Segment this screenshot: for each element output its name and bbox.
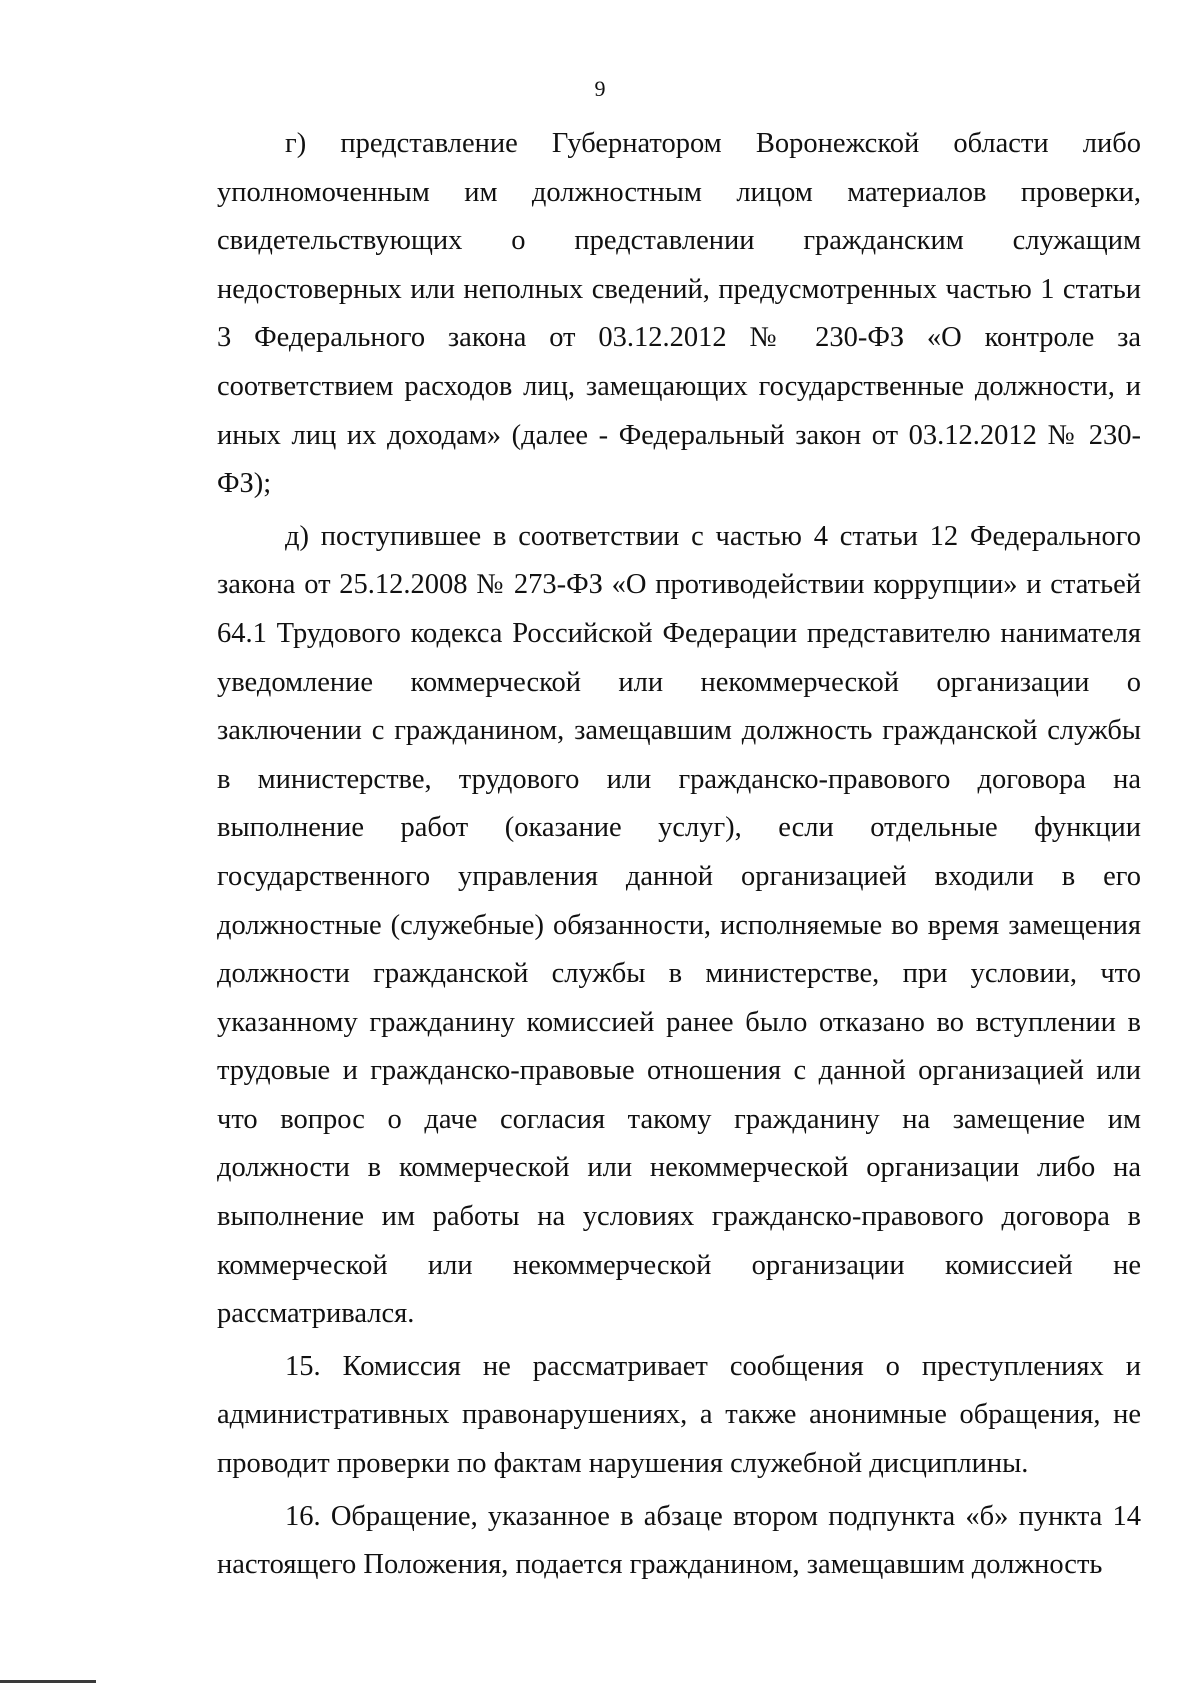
document-body xyxy=(217,120,1141,1590)
paragraph-subitem-d: д) поступившее в соответствии с частью 4 статьи 12 Федерального закона от 25.12.2008 № 273-ФЗ «О противодействии коррупции» и статьей 64.1 Трудового кодекса Российской Федерации представителю нанимателя уведомление коммерческой или некоммерческой организации о заключении с гражданином, замещавшим должность гражданской службы в министерстве, трудового или гражданско-правового договора на выполнение работ (оказание услуг), если отдельные функции государственного управления данной организацией входили в его должностные (служебные) обязанности, исполняемые во время замещения должности гражданской службы в министерстве, при условии, что указанному гражданину комиссией ранее было отказано во вступлении в трудовые и гражданско-правовые отношения с данной организацией или что вопрос о даче согласия такому гражданину на замещение им должности в коммерческой или некоммерческой организации либо на выполнение им работы на условиях гражданско-правового договора в коммерческой или некоммерческой организации комиссией не рассматривался. xyxy=(217,520,1141,1330)
page-number: 9 xyxy=(594,76,606,101)
scan-edge-mark xyxy=(0,1680,96,1683)
paragraph-item-15: 15. Комиссия не рассматривает сообщения о преступлениях и административных правонарушениях, а также анонимные обращения, не проводит проверки по фактам нарушения служебной дисциплины. xyxy=(217,1350,1141,1480)
paragraph-item-16: 16. Обращение, указанное в абзаце втором подпункта «б» пункта 14 настоящего Положения, подается гражданином, замещавшим должность xyxy=(217,1500,1141,1581)
paragraph-subitem-g: г) представление Губернатором Воронежской области либо уполномоченным им должностным лицом материалов проверки, свидетельствующих о представлении гражданским служащим недостоверных или неполных сведений, предусмотренных частью 1 статьи 3 Федерального закона от 03.12.2012 № 230-ФЗ «О контроле за соответствием расходов лиц, замещающих государственные должности, и иных лиц их доходам» (далее - Федеральный закон от 03.12.2012 № 230-ФЗ); xyxy=(217,128,1141,500)
